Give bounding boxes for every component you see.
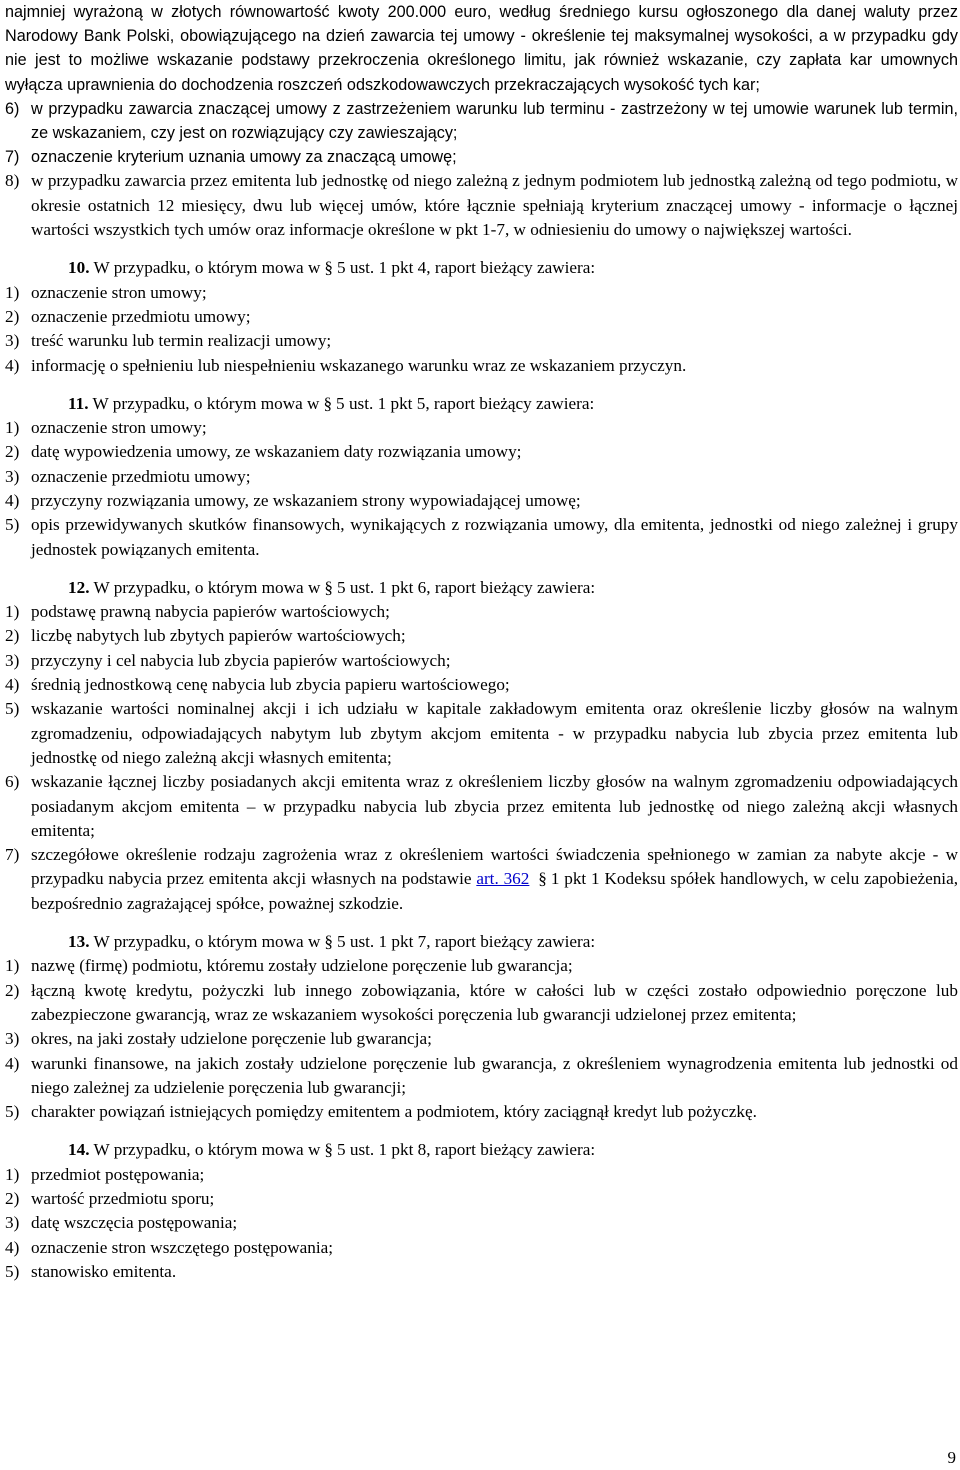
list-item-text: podstawę prawną nabycia papierów wartościowych; (31, 602, 390, 622)
list-item (5, 416, 958, 440)
list-item-number: 4) (5, 355, 20, 375)
list-item-number: 6) (5, 772, 20, 792)
section-heading-text: W przypadku, o którym mowa w (93, 258, 321, 278)
section-sign: § (323, 393, 333, 413)
section-heading (5, 576, 958, 600)
list-item-text-tail: 1 pkt 1 Kodeksu spółek handlowych, w celu zapobieżenia, bezpośrednio zagrażającej spółce, poważnej szkodzie. (31, 869, 959, 913)
list-item-number: 1) (5, 282, 20, 302)
section-sign: § (324, 1140, 333, 1160)
list-item (5, 673, 958, 697)
list-item-text: średnią jednostkową cenę nabycia lub zbycia papieru wartościowego; (31, 675, 510, 695)
list-item (5, 329, 958, 353)
section-number: 14. (68, 1140, 90, 1160)
section-heading-text: W przypadku, o którym mowa w (93, 1140, 321, 1160)
list-item-text: warunki finansowe, na jakich zostały udzielone poręczenie lub gwarancja, z określeniem wynagrodzenia emitenta lub jednostki od niego zależnej za udzielenie poręczenia lub gwarancji; (31, 1053, 958, 1097)
list-item-number: 1) (5, 1164, 20, 1184)
list-item (5, 1236, 958, 1260)
section-heading-tail: 5 ust. 1 pkt 8, raport bieżący zawiera: (336, 1140, 596, 1160)
list-item-number: 3) (5, 1213, 20, 1233)
list-item-text: łączną kwotę kredytu, pożyczki lub innego zobowiązania, które w całości lub w części zostało odpowiednio poręczone lub zabezpieczone gwarancją, wraz ze wskazaniem wysokości poręczenia lub gwarancji udzielonej przez emitenta; (31, 980, 958, 1024)
list-item (5, 1163, 958, 1187)
list-item-text: wskazanie wartości nominalnej akcji i ich udziału w kapitale zakładowym emitenta oraz określenie liczby głosów na walnym zgromadzeniu, odpowiadających nabytym lub zbytym akcjom emitenta - w przypadku nabycia lub zbycia przez emitenta lub jednostkę od niego zależną akcji własnych emitenta; (31, 699, 958, 767)
section-heading (5, 392, 958, 416)
list-item-number: 2) (5, 306, 20, 326)
section-heading-tail: 5 ust. 1 pkt 4, raport bieżący zawiera: (336, 258, 596, 278)
section-heading-tail: 5 ust. 1 pkt 6, raport bieżący zawiera: (336, 577, 596, 597)
list-item (5, 145, 958, 169)
list-item-number: 2) (5, 442, 20, 462)
section-heading-tail: 5 ust. 1 pkt 7, raport bieżący zawiera: (336, 932, 596, 952)
article-link[interactable]: art. 362 (476, 869, 530, 889)
document-page (5, 0, 958, 1284)
list-item-text: wskazanie łącznej liczby posiadanych akcji emitenta wraz z określeniem liczby głosów na walnym zgromadzeniu odpowiadających posiadanym akcjom emitenta – w przypadku nabycia lub zbycia przez emitenta lub jednostkę od niego zależną akcji własnych emitenta; (31, 772, 958, 840)
list-item-number: 2) (5, 980, 20, 1000)
list-item-text: w przypadku zawarcia przez emitenta lub jednostkę od niego zależną z jednym podmiotem lub jednostką zależną od tego podmiotu, w okresie ostatnich 12 miesięcy, dwu lub więcej umów, które łącznie spełniają kryterium znaczącej umowy - informacje o łącznej wartości wszystkich tych umów oraz informacje określone w pkt 1-7, w odniesieniu do umowy o największej wartości. (31, 171, 958, 240)
list-item (5, 1211, 958, 1235)
list-item-text: opis przewidywanych skutków finansowych, wynikających z rozwiązania umowy, dla emitenta, jednostki od niego zależnej i grupy jednostek powiązanych emitenta. (31, 515, 958, 559)
list-item-number: 1) (5, 956, 20, 976)
list-item (5, 979, 958, 1028)
list-item-text: szczegółowe określenie rodzaju zagrożenia wraz z określeniem wartości świadczenia spełnionego w zamian za nabyte akcje - w przypadku nabycia przez emitenta akcji własnych na podstawie (31, 845, 958, 889)
section-number: 13. (68, 932, 90, 952)
list-item-number: 3) (5, 650, 20, 670)
list-item (5, 513, 958, 562)
section-heading (5, 1138, 958, 1162)
list-item-number: 4) (5, 490, 20, 510)
list-item-text: w przypadku zawarcia znaczącej umowy z zastrzeżeniem warunku lub terminu - zastrzeżony w tej umowie warunek lub termin, ze wskazaniem, czy jest on rozwiązujący czy zawieszający; (31, 99, 958, 143)
list-item-number: 2) (5, 626, 20, 646)
list-item-text: oznaczenie stron umowy; (31, 418, 207, 438)
list-item (5, 770, 958, 843)
section-heading (5, 930, 958, 954)
list-item-number: 1) (5, 418, 20, 438)
list-item (5, 843, 958, 916)
list-item (5, 305, 958, 329)
list-item-text: oznaczenie stron umowy; (31, 282, 207, 302)
list-item-text: liczbę nabytych lub zbytych papierów wartościowych; (31, 626, 406, 646)
section-sign: § (324, 577, 333, 597)
section-sign: § (324, 258, 333, 278)
list-item-number: 4) (5, 1053, 20, 1073)
list-item (5, 440, 958, 464)
section-heading-text: W przypadku, o którym mowa w (92, 393, 320, 413)
list-item (5, 169, 958, 242)
list-item (5, 97, 958, 145)
list-item-text: nazwę (firmę) podmiotu, któremu zostały udzielone poręczenie lub gwarancja; (31, 956, 573, 976)
section-sign: § (538, 869, 547, 889)
list-item (5, 465, 958, 489)
page-number: 9 (947, 1448, 956, 1467)
list-item-number: 8) (5, 171, 20, 191)
list-item-text: charakter powiązań istniejących pomiędzy emitentem a podmiotem, który zaciągnął kredyt lub pożyczkę. (31, 1102, 757, 1122)
section-number: 12. (68, 577, 90, 597)
list-item (5, 354, 958, 378)
list-item-number: 4) (5, 1237, 20, 1257)
list-item-text: oznaczenie kryterium uznania umowy za znaczącą umowę; (31, 148, 457, 167)
list-item (5, 1052, 958, 1101)
list-item (5, 1260, 958, 1284)
section-number: 11. (68, 393, 89, 413)
list-item-number: 1) (5, 602, 20, 622)
list-item (5, 697, 958, 770)
list-item-number: 5) (5, 1102, 20, 1122)
list-item (5, 954, 958, 978)
list-item-text: przyczyny i cel nabycia lub zbycia papierów wartościowych; (31, 650, 451, 670)
list-item-number: 7) (5, 148, 20, 167)
list-item-text: datę wszczęcia postępowania; (31, 1213, 238, 1233)
list-item-text: stanowisko emitenta. (31, 1261, 177, 1281)
list-item (5, 600, 958, 624)
list-item (5, 281, 958, 305)
list-item-number: 2) (5, 1189, 20, 1208)
list-item-text: informację o spełnieniu lub niespełnieniu wskazanego warunku wraz ze wskazaniem przyczyn. (31, 355, 687, 375)
section-heading-text: W przypadku, o którym mowa w (93, 932, 321, 952)
list-item-text: oznaczenie przedmiotu umowy; (31, 466, 251, 486)
list-item-number: 5) (5, 515, 20, 535)
list-item-text: datę wypowiedzenia umowy, ze wskazaniem daty rozwiązania umowy; (31, 442, 522, 462)
list-item-number: 3) (5, 331, 20, 351)
list-item-text: wartość przedmiotu sporu; (31, 1189, 215, 1208)
section-number: 10. (68, 258, 90, 278)
list-item (5, 649, 958, 673)
list-item-text: przedmiot postępowania; (31, 1164, 205, 1184)
list-item-number: 3) (5, 1029, 20, 1049)
list-item-number: 5) (5, 699, 20, 719)
list-item-text: okres, na jaki zostały udzielone poręczenie lub gwarancja; (31, 1029, 432, 1049)
list-item (5, 489, 958, 513)
list-item-number: 6) (5, 99, 20, 118)
section-heading-text: W przypadku, o którym mowa w (93, 577, 321, 597)
list-item-number: 4) (5, 675, 20, 695)
list-item-number: 5) (5, 1261, 20, 1281)
section-heading (5, 256, 958, 280)
list-item-number: 3) (5, 466, 20, 486)
list-item (5, 1187, 958, 1211)
list-item-text: przyczyny rozwiązania umowy, ze wskazaniem strony wypowiadającej umowę; (31, 490, 581, 510)
list-item (5, 1100, 958, 1124)
list-item-text: oznaczenie stron wszczętego postępowania; (31, 1237, 334, 1257)
list-item (5, 624, 958, 648)
list-item-text: treść warunku lub termin realizacji umowy; (31, 331, 332, 351)
section-heading-tail: 5 ust. 1 pkt 5, raport bieżący zawiera: (336, 393, 595, 413)
section-sign: § (324, 932, 333, 952)
continuation-block (5, 0, 958, 169)
list-item (5, 1027, 958, 1051)
continuation-paragraph: najmniej wyrażoną w złotych równowartość kwoty 200.000 euro, według średniego kursu ogłoszonego dla danej waluty przez Narodowy Bank Polski, obowiązującego na dzień zawarcia tej umowy - określenie tej maksymalnej wysokości, a w przypadku gdy nie jest to możliwe wskazanie podstawy przekroczenia określonego limitu, jak również wskazanie, czy zapłata kar umownych wyłącza uprawnienia do dochodzenia roszczeń odszkodowawczych przekraczających wysokość tych kar; (5, 3, 958, 94)
list-item-text: oznaczenie przedmiotu umowy; (31, 306, 251, 326)
list-item-number: 7) (5, 845, 20, 865)
